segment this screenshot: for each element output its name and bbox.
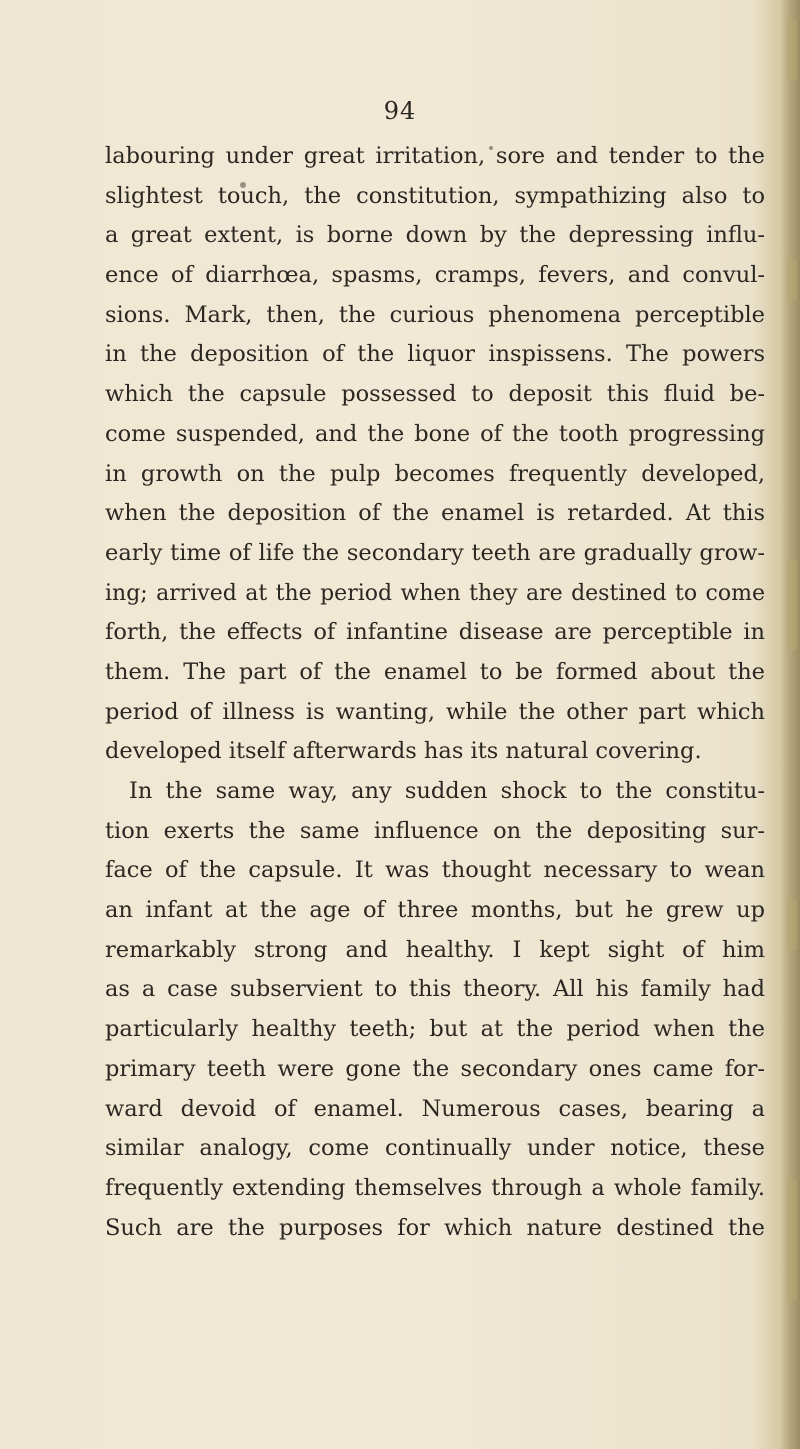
page-edge-mark: [787, 20, 797, 80]
text-line: primary teeth were gone the secondary ones came for-: [105, 1055, 765, 1082]
text-line: particularly healthy teeth; but at the period when the: [105, 1016, 765, 1043]
text-line: Such are the purposes for which nature destined the: [105, 1214, 765, 1241]
text-line: period of illness is wanting, while the other part which: [105, 698, 765, 725]
text-line: in growth on the pulp becomes frequently developed,: [105, 460, 765, 487]
text-line: in the deposition of the liquor inspissens. The powers: [105, 341, 765, 368]
text-line: similar analogy, come continually under notice, these: [105, 1135, 765, 1162]
text-line: In the same way, any sudden shock to the constitu-: [129, 778, 765, 804]
text-line: which the capsule possessed to deposit this fluid be-: [105, 381, 765, 408]
text-line: labouring under great irritation, sore and tender to the: [105, 143, 765, 169]
text-line: slightest touch, the constitution, sympathizing also to: [105, 182, 765, 209]
text-line: as a case subservient to this theory. All his family had: [105, 976, 765, 1003]
text-line: frequently extending themselves through a whole family.: [105, 1174, 765, 1201]
page-edge-mark: [787, 900, 797, 950]
page-edge-mark: [787, 1180, 797, 1300]
text-line: face of the capsule. It was thought necessary to wean: [105, 857, 765, 884]
text-line: forth, the effects of infantine disease are perceptible in: [105, 619, 765, 646]
text-line: when the deposition of the enamel is retarded. At this: [105, 500, 765, 527]
text-line: remarkably strong and healthy. I kept sight of him: [105, 936, 765, 963]
text-line: ward devoid of enamel. Numerous cases, bearing a: [105, 1095, 765, 1122]
text-line: tion exerts the same influence on the depositing sur-: [105, 817, 765, 844]
text-line: ing; arrived at the period when they are destined to come: [105, 580, 765, 606]
text-line: them. The part of the enamel to be formed about the: [105, 658, 765, 685]
text-line: sions. Mark, then, the curious phenomena perceptible: [105, 301, 765, 328]
page-edge-mark: [787, 260, 797, 300]
page-edge-mark: [787, 560, 797, 650]
text-line: come suspended, and the bone of the tooth progressing: [105, 420, 765, 447]
text-line: ence of diarrhœa, spasms, cramps, fevers, and convul-: [105, 262, 765, 289]
text-line: developed itself afterwards has its natural covering.: [105, 738, 702, 765]
body-text: [105, 137, 765, 1248]
page-number: 94: [383, 97, 417, 125]
text-line: an infant at the age of three months, but he grew up: [105, 897, 765, 924]
text-line: a great extent, is borne down by the depressing influ-: [105, 222, 765, 249]
text-line: early time of life the secondary teeth are gradually grow-: [105, 539, 765, 566]
